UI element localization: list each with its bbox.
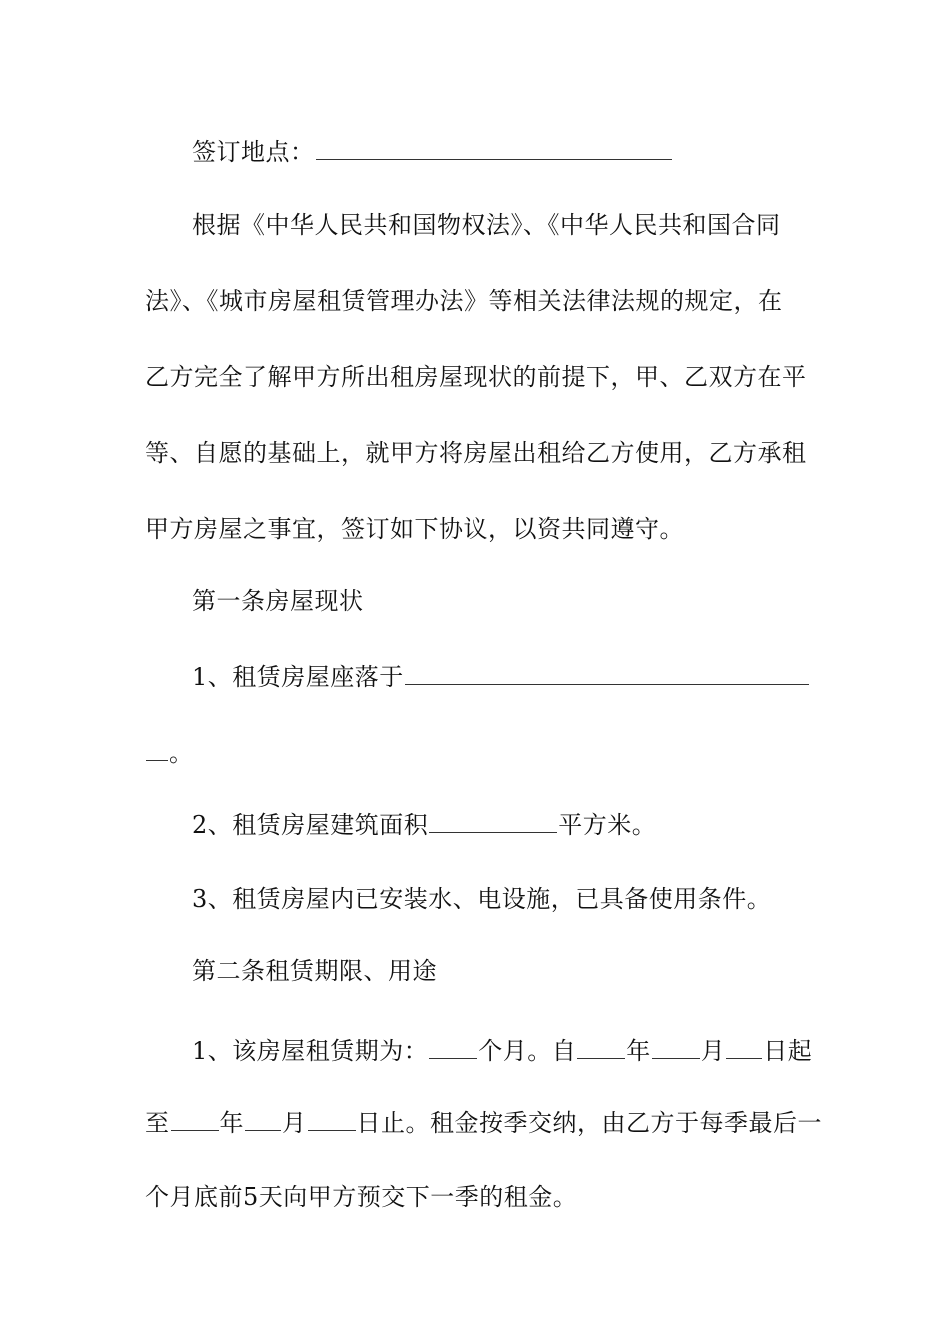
intro-line-1: 根据《中华人民共和国物权法》、《中华人民共和国合同 — [192, 211, 781, 239]
to-label: 至 — [145, 1109, 170, 1137]
article1-item3: 3、租赁房屋内已安装水、电设施，已具备使用条件。 — [192, 885, 772, 913]
start-year-unit: 年 — [626, 1037, 651, 1065]
intro-line-3: 乙方完全了解甲方所出租房屋现状的前提下，甲、乙双方在平 — [145, 363, 807, 391]
article2-title: 第二条租赁期限、用途 — [192, 957, 437, 985]
months-blank — [429, 1032, 477, 1059]
start-day-blank — [726, 1032, 762, 1059]
article1-item1-prefix: 1、租赁房屋座落于 — [192, 663, 404, 691]
sign-place-blank — [316, 133, 672, 160]
end-month-blank — [245, 1104, 281, 1131]
start-year-blank — [577, 1032, 625, 1059]
term-label: 1、该房屋租赁期为： — [192, 1037, 429, 1065]
article1-title: 第一条房屋现状 — [192, 587, 364, 615]
location-blank — [405, 658, 809, 685]
article1-item2-suffix: 平方米。 — [558, 811, 657, 839]
end-day-rent-text: 日止。租金按季交纳，由乙方于每季最后一 — [356, 1109, 822, 1137]
end-year-unit: 年 — [219, 1109, 244, 1137]
sign-place-label: 签订地点： — [192, 138, 315, 166]
start-month-unit: 月 — [700, 1037, 726, 1065]
location-blank-cont — [146, 734, 168, 761]
intro-line-5: 甲方房屋之事宜，签订如下协议，以资共同遵守。 — [145, 515, 684, 543]
article1-item1-cont — [145, 733, 950, 773]
article2-item1-line3: 个月底前5天向甲方预交下一季的租金。 — [145, 1183, 578, 1211]
article2-item1-line1 — [192, 1031, 950, 1071]
end-month-unit: 月 — [282, 1109, 307, 1137]
area-blank — [429, 806, 557, 833]
article1-item1-suffix: 。 — [169, 739, 194, 767]
start-month-blank — [652, 1032, 700, 1059]
start-day-unit: 日起 — [763, 1037, 813, 1065]
end-day-blank — [308, 1104, 356, 1131]
intro-line-2: 法》、《城市房屋租赁管理办法》等相关法律法规的规定，在 — [145, 287, 783, 315]
end-year-blank — [171, 1104, 219, 1131]
article2-item1-line2 — [145, 1103, 950, 1143]
months-unit-from: 个月。自 — [478, 1037, 577, 1065]
sign-place-line — [192, 132, 950, 172]
article1-item2-prefix: 2、租赁房屋建筑面积 — [192, 811, 429, 839]
article1-item1-line — [192, 657, 950, 697]
intro-line-4: 等、自愿的基础上，就甲方将房屋出租给乙方使用，乙方承租 — [145, 439, 807, 467]
article1-item2-line — [192, 805, 950, 845]
